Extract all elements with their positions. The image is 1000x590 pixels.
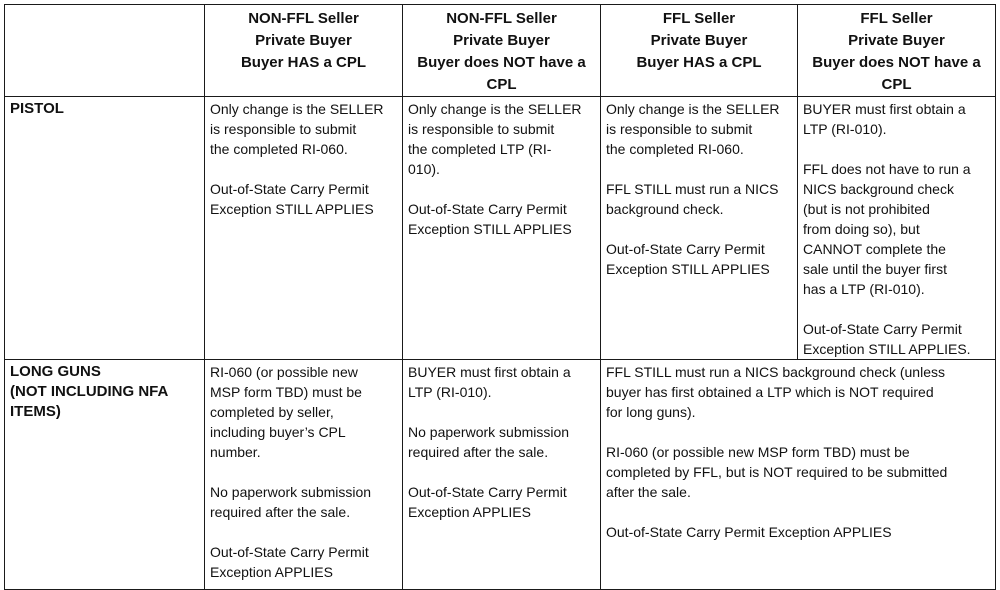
table-row-long-guns xyxy=(5,360,996,590)
cell-paragraph: Only change is the SELLER is responsible to submit the completed RI-060. xyxy=(210,101,384,157)
cell-pistol-ffl-cpl xyxy=(601,97,798,360)
header-line: NON-FFL Seller xyxy=(248,10,359,27)
header-line: Private Buyer xyxy=(255,32,352,49)
cell-paragraph: Out-of-State Carry Permit Exception APPLIES xyxy=(606,524,892,540)
header-line: Private Buyer xyxy=(848,32,945,49)
cell-paragraph: FFL STILL must run a NICS background check (unless buyer has first obtained a LTP which is NOT required for long guns). xyxy=(606,364,945,420)
cell-pistol-nonffl-nocpl xyxy=(403,97,601,360)
firearm-transfer-table xyxy=(4,4,996,590)
header-nonffl-cpl xyxy=(205,5,403,97)
header-line: FFL Seller xyxy=(860,10,933,27)
header-row xyxy=(5,5,996,97)
header-line: Private Buyer xyxy=(650,32,748,49)
table-row-pistol xyxy=(5,97,996,360)
cell-paragraph: FFL STILL must run a NICS background check. xyxy=(606,181,779,217)
header-line: Buyer HAS a CPL xyxy=(240,54,367,71)
row-label-text: LONG GUNS (NOT INCLUDING NFA ITEMS) xyxy=(10,363,169,420)
cell-paragraph: Out-of-State Carry Permit Exception STILL APPLIES xyxy=(408,201,572,237)
cell-paragraph: RI-060 (or possible new MSP form TBD) must be completed by seller, including buyer’s CPL number. xyxy=(210,364,362,460)
row-label-pistol xyxy=(5,97,205,360)
cell-pistol-ffl-nocpl xyxy=(798,97,996,360)
cell-paragraph: BUYER must first obtain a LTP (RI-010). xyxy=(408,364,571,400)
document-page xyxy=(4,4,995,587)
header-line: Buyer does NOT have a CPL xyxy=(812,54,981,93)
header-nonffl-nocpl xyxy=(403,5,601,97)
corner-header-cell xyxy=(5,5,205,97)
header-line: Buyer does NOT have a CPL xyxy=(417,54,586,93)
header-line: NON-FFL Seller xyxy=(446,10,557,27)
cell-paragraph: FFL does not have to run a NICS background check (but is not prohibited from doing so), but CANNOT complete the sale until the buyer first has a LTP (RI-010). xyxy=(803,161,971,297)
row-label-text: PISTOL xyxy=(10,100,64,117)
cell-paragraph: Only change is the SELLER is responsible to submit the completed RI-060. xyxy=(606,101,780,157)
cell-paragraph: Out-of-State Carry Permit Exception APPLIES xyxy=(210,544,369,580)
cell-long-ffl-merged xyxy=(601,360,996,590)
header-ffl-cpl xyxy=(601,5,798,97)
row-label-long-guns xyxy=(5,360,205,590)
cell-paragraph: Out-of-State Carry Permit Exception APPLIES xyxy=(408,484,567,520)
cell-long-nonffl-nocpl xyxy=(403,360,601,590)
header-line: Buyer HAS a CPL xyxy=(636,54,762,71)
header-line: FFL Seller xyxy=(662,10,736,27)
cell-paragraph: Out-of-State Carry Permit Exception STILL APPLIES xyxy=(210,181,374,217)
cell-paragraph: RI-060 (or possible new MSP form TBD) must be completed by FFL, but is NOT required to be submitted after the sale. xyxy=(606,444,948,500)
cell-long-nonffl-cpl xyxy=(205,360,403,590)
header-line: Private Buyer xyxy=(453,32,550,49)
cell-paragraph: No paperwork submission required after the sale. xyxy=(210,484,372,520)
cell-paragraph: Only change is the SELLER is responsible to submit the completed LTP (RI- 010). xyxy=(408,101,582,177)
cell-paragraph: Out-of-State Carry Permit Exception STILL APPLIES xyxy=(606,241,770,277)
header-ffl-nocpl xyxy=(798,5,996,97)
cell-pistol-nonffl-cpl xyxy=(205,97,403,360)
cell-paragraph: No paperwork submission required after the sale. xyxy=(408,424,570,460)
cell-paragraph: BUYER must first obtain a LTP (RI-010). xyxy=(803,101,966,137)
cell-paragraph: Out-of-State Carry Permit Exception STILL APPLIES. xyxy=(803,321,971,357)
